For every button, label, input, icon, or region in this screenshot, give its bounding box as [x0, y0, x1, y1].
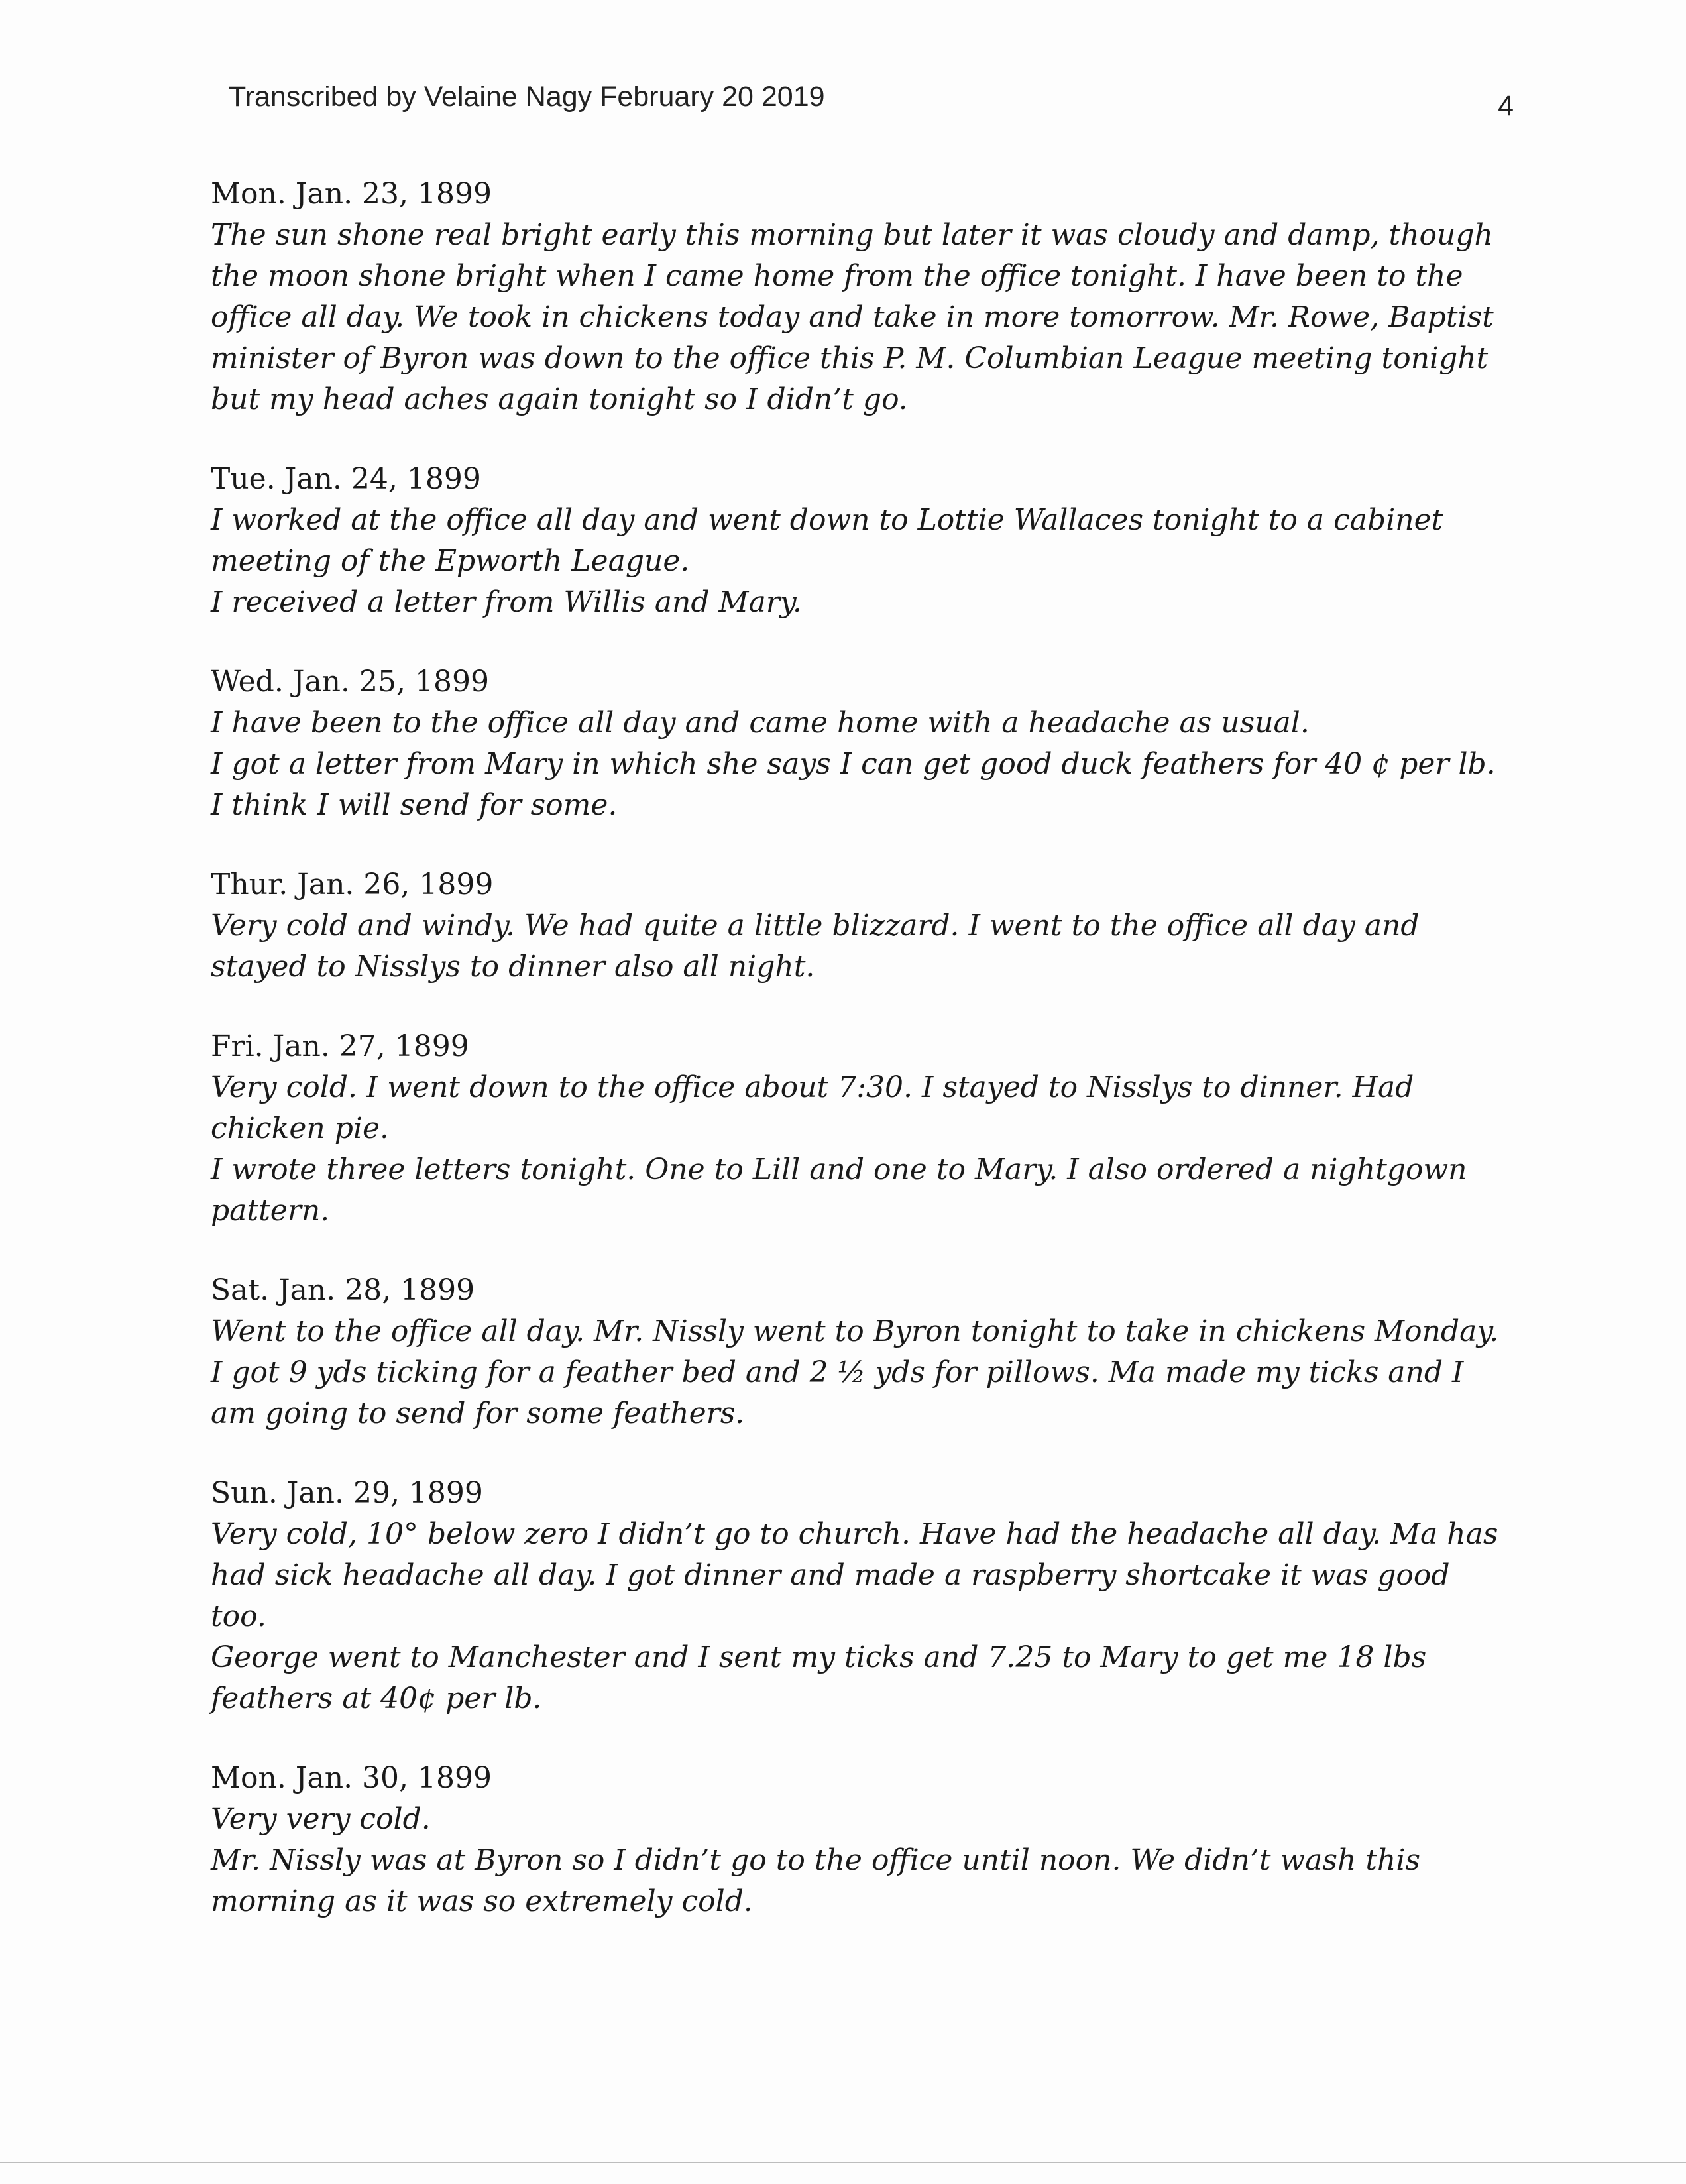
entry-date: Tue. Jan. 24, 1899: [211, 462, 481, 496]
diary-entry: [211, 1270, 1510, 1434]
entry-text: I got a letter from Mary in which she says I can get good duck feathers for 40 ¢ per lb. I think I will send for some.: [211, 747, 1496, 822]
entry-date: Mon. Jan. 23, 1899: [211, 177, 492, 211]
page-number: 4: [1498, 90, 1514, 122]
page-header: [229, 81, 1514, 134]
entry-text: George went to Manchester and I sent my ticks and 7.25 to Mary to get me 18 lbs feathers at 40¢ per lb.: [211, 1640, 1427, 1715]
entry-text: I got 9 yds ticking for a feather bed and 2 ½ yds for pillows. Ma made my ticks and I am going to send for some feathers.: [211, 1355, 1464, 1430]
transcriber-credit: Transcribed by Velaine Nagy February 20 2019: [229, 81, 825, 113]
entry-date: Thur. Jan. 26, 1899: [211, 868, 494, 901]
page-edge-divider: [0, 2162, 1686, 2163]
diary-entry: [211, 459, 1510, 623]
entry-text: Very cold, 10° below zero I didn’t go to church. Have had the headache all day. Ma has had sick headache all day. I got dinner and made a raspberry shortcake it was good too.: [211, 1517, 1498, 1633]
entry-text: The sun shone real bright early this morning but later it was cloudy and damp, though the moon shone bright when I came home from the office tonight. I have been to the office all day. We took in chickens today and take in more tomorrow. Mr. Rowe, Baptist minister of Byron was down to the office this P. M. Columbian League meeting tonight but my head aches again tonight so I didn’t go.: [211, 218, 1494, 416]
diary-entry: [211, 1758, 1510, 1922]
diary-entry: [211, 864, 1510, 988]
diary-entry: [211, 1026, 1510, 1232]
entry-text: I received a letter from Willis and Mary.: [211, 585, 802, 619]
diary-entries: [211, 174, 1510, 1961]
diary-entry: [211, 1473, 1510, 1719]
entry-text: Very cold. I went down to the office about 7:30. I stayed to Nisslys to dinner. Had chicken pie.: [211, 1070, 1414, 1145]
entry-text: I have been to the office all day and came home with a headache as usual.: [211, 706, 1310, 740]
entry-text: Went to the office all day. Mr. Nissly went to Byron tonight to take in chickens Monday.: [211, 1314, 1499, 1348]
diary-entry: [211, 174, 1510, 420]
entry-text: I worked at the office all day and went down to Lottie Wallaces tonight to a cabinet meeting of the Epworth League.: [211, 503, 1443, 578]
entry-date: Sun. Jan. 29, 1899: [211, 1476, 483, 1510]
entry-text: Very very cold.: [211, 1802, 431, 1836]
diary-entry: [211, 661, 1510, 826]
entry-date: Wed. Jan. 25, 1899: [211, 665, 489, 699]
entry-date: Sat. Jan. 28, 1899: [211, 1273, 475, 1307]
entry-date: Fri. Jan. 27, 1899: [211, 1029, 469, 1063]
entry-text: Very cold and windy. We had quite a little blizzard. I went to the office all day and stayed to Nisslys to dinner also all night.: [211, 909, 1420, 984]
entry-text: Mr. Nissly was at Byron so I didn’t go to the office until noon. We didn’t wash this morning as it was so extremely cold.: [211, 1843, 1420, 1918]
entry-text: I wrote three letters tonight. One to Lill and one to Mary. I also ordered a nightgown pattern.: [211, 1153, 1467, 1228]
entry-date: Mon. Jan. 30, 1899: [211, 1761, 492, 1795]
